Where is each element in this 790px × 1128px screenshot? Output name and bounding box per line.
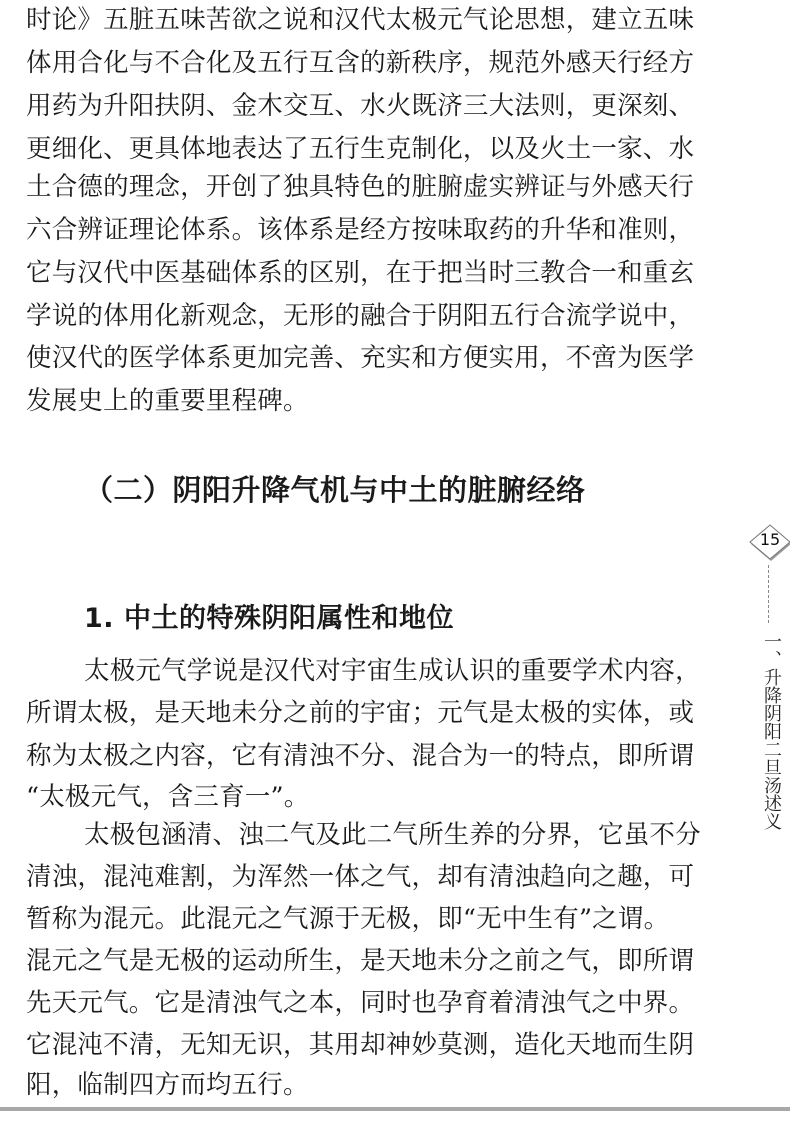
page-bottom-rule [0,1107,790,1111]
text-line: 学说的体用化新观念，无形的融合于阴阳五行合流学说中， [26,301,695,331]
text-line: 所谓太极，是天地未分之前的宇宙；元气是太极的实体，或 [26,698,695,728]
running-chapter-title: 一、升降阴阳二旦汤述义 [761,632,782,830]
text-line: 使汉代的医学体系更加完善、充实和方便实用，不啻为医学 [26,343,695,373]
text-line: 时论》五脏五味苦欲之说和汉代太极元气论思想，建立五味 [26,5,695,35]
text-line: 发展史上的重要里程碑。 [26,386,309,416]
text-line: 混元之气是无极的运动所生，是天地未分之前之气，即所谓 [26,946,695,976]
page-number: 15 [759,530,781,549]
text-line: 土合德的理念，开创了独具特色的脏腑虚实辨证与外感天行 [26,172,695,202]
text-line: 它与汉代中医基础体系的区别，在于把当时三教合一和重玄 [26,258,695,288]
text-line: 暂称为混元。此混元之气源于无极，即“无中生有”之谓。 [26,904,670,934]
text-line: 六合辨证理论体系。该体系是经方按味取药的升华和准则， [26,215,695,245]
section-heading: （二）阴阳升降气机与中土的脏腑经络 [84,473,586,507]
dotted-divider [768,565,769,623]
text-line: 它混沌不清，无知无识，其用却神妙莫测，造化天地而生阴 [26,1030,695,1060]
text-line: 太极元气学说是汉代对宇宙生成认识的重要学术内容， [84,656,701,686]
text-line: 清浊，混沌难割，为浑然一体之气，却有清浊趋向之趣，可 [26,862,695,892]
text-line: 称为太极之内容，它有清浊不分、混合为一的特点，即所谓 [26,741,695,771]
text-line: 太极包涵清、浊二气及此二气所生养的分界，它虽不分 [84,820,701,850]
text-line: 体用合化与不合化及五行互含的新秩序，规范外感天行经方 [26,48,695,78]
text-line: “太极元气，含三育一”。 [26,782,310,812]
text-line: 用药为升阳扶阴、金木交互、水火既济三大法则，更深刻、 [26,91,695,121]
text-line: 更细化、更具体地表达了五行生克制化，以及火土一家、水 [26,134,695,164]
page-number-badge [748,523,788,559]
text-line: 阳，临制四方而均五行。 [26,1070,309,1100]
subsection-heading: 1. 中土的特殊阴阳属性和地位 [84,603,454,634]
text-line: 先天元气。它是清浊气之本，同时也孕育着清浊气之中界。 [26,988,695,1018]
